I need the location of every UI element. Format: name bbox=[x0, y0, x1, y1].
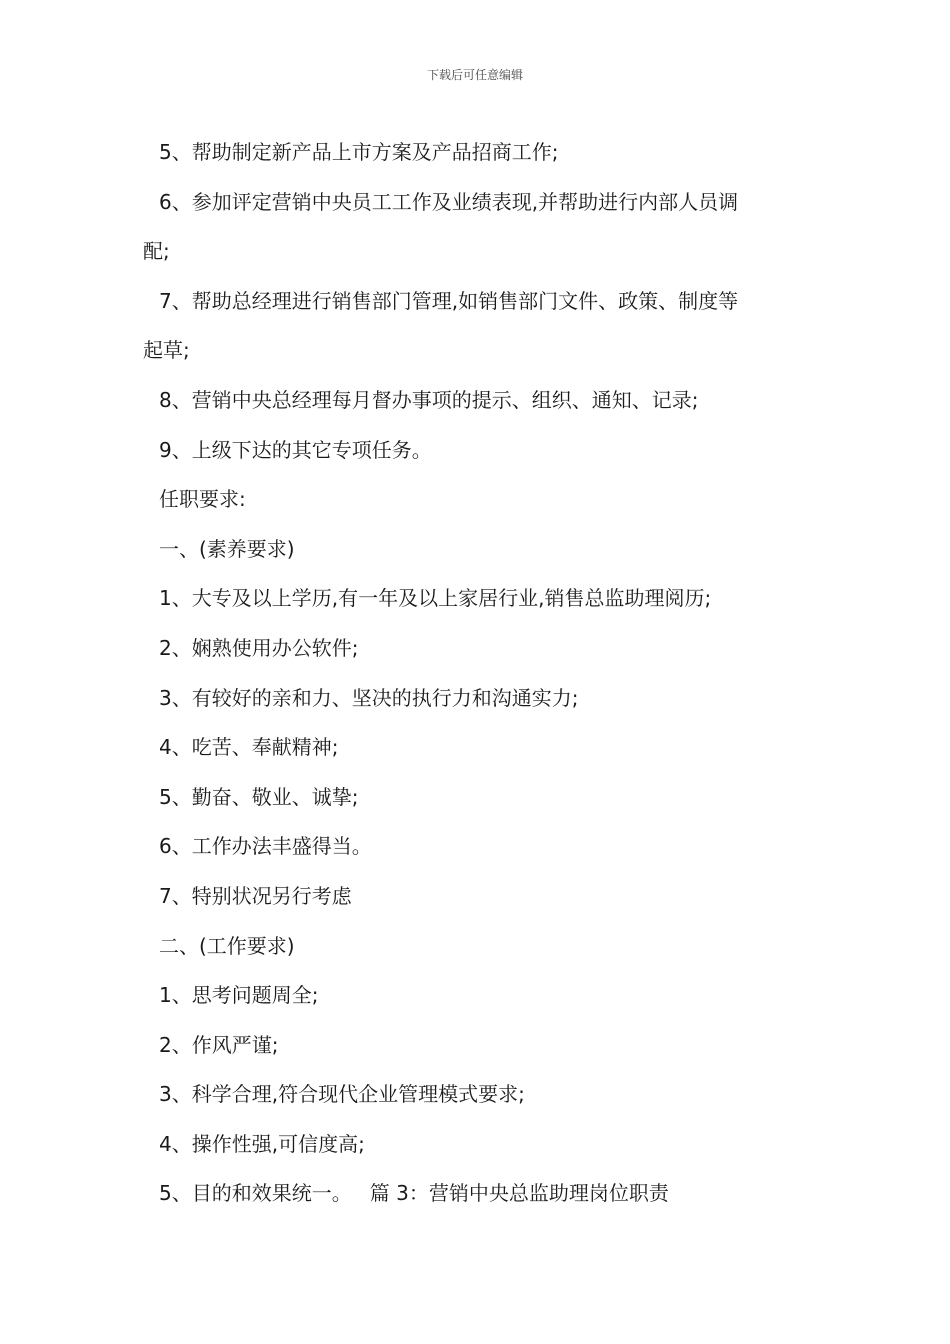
paragraph-line: 6、参加评定营销中央员工工作及业绩表现,并帮助进行内部人员调 bbox=[159, 189, 739, 214]
page-header: 下载后可任意编辑 bbox=[426, 68, 523, 82]
document-body bbox=[143, 128, 813, 1219]
paragraph-line: 3、有较好的亲和力、坚决的执行力和沟通实力; bbox=[159, 685, 579, 710]
paragraph bbox=[143, 178, 813, 277]
paragraph bbox=[143, 971, 813, 1021]
paragraph bbox=[143, 1070, 813, 1120]
paragraph-line: 7、特别状况另行考虑 bbox=[159, 883, 352, 908]
paragraph-line: 2、娴熟使用办公软件; bbox=[159, 635, 359, 660]
paragraph-continuation: 配; bbox=[143, 239, 170, 264]
paragraph-line: 8、营销中央总经理每月督办事项的提示、组织、通知、记录; bbox=[159, 387, 699, 412]
paragraph-line: 2、作风严谨; bbox=[159, 1032, 279, 1057]
paragraph-line: 4、操作性强,可信度高; bbox=[159, 1131, 365, 1156]
paragraph-line: 二、(工作要求) bbox=[159, 933, 295, 958]
paragraph bbox=[143, 277, 813, 376]
paragraph bbox=[143, 1169, 813, 1219]
paragraph bbox=[143, 674, 813, 724]
paragraph bbox=[143, 872, 813, 922]
paragraph bbox=[143, 624, 813, 674]
paragraph bbox=[143, 1120, 813, 1170]
section-heading bbox=[143, 922, 813, 972]
paragraph-line: 1、大专及以上学历,有一年及以上家居行业,销售总监助理阅历; bbox=[159, 586, 712, 611]
section-heading bbox=[143, 525, 813, 575]
paragraph bbox=[143, 822, 813, 872]
paragraph-line: 4、吃苦、奉献精神; bbox=[159, 735, 339, 760]
paragraph bbox=[143, 723, 813, 773]
paragraph-line: 7、帮助总经理进行销售部门管理,如销售部门文件、政策、制度等 bbox=[159, 288, 739, 313]
paragraph-line bbox=[143, 1169, 813, 1219]
paragraph-line: 6、工作办法丰盛得当。 bbox=[159, 834, 372, 859]
paragraph bbox=[143, 376, 813, 426]
paragraph bbox=[143, 574, 813, 624]
paragraph-line: 1、思考问题周全; bbox=[159, 983, 319, 1008]
section-heading bbox=[143, 475, 813, 525]
paragraph-text: 5、目的和效果统一。 bbox=[159, 1181, 352, 1206]
paragraph-line: 任职要求: bbox=[159, 487, 246, 512]
paragraph-continuation: 起草; bbox=[143, 338, 190, 363]
paragraph-line: 5、勤奋、敬业、诚挚; bbox=[159, 784, 359, 809]
next-section-title: 篇 3：营销中央总监助理岗位职责 bbox=[369, 1181, 669, 1206]
paragraph bbox=[143, 426, 813, 476]
paragraph-line: 一、(素养要求) bbox=[159, 536, 295, 561]
paragraph bbox=[143, 128, 813, 178]
paragraph-line: 3、科学合理,符合现代企业管理模式要求; bbox=[159, 1082, 525, 1107]
paragraph bbox=[143, 773, 813, 823]
paragraph bbox=[143, 1021, 813, 1071]
paragraph-line: 9、上级下达的其它专项任务。 bbox=[159, 437, 432, 462]
paragraph-line: 5、帮助制定新产品上市方案及产品招商工作; bbox=[159, 140, 559, 164]
